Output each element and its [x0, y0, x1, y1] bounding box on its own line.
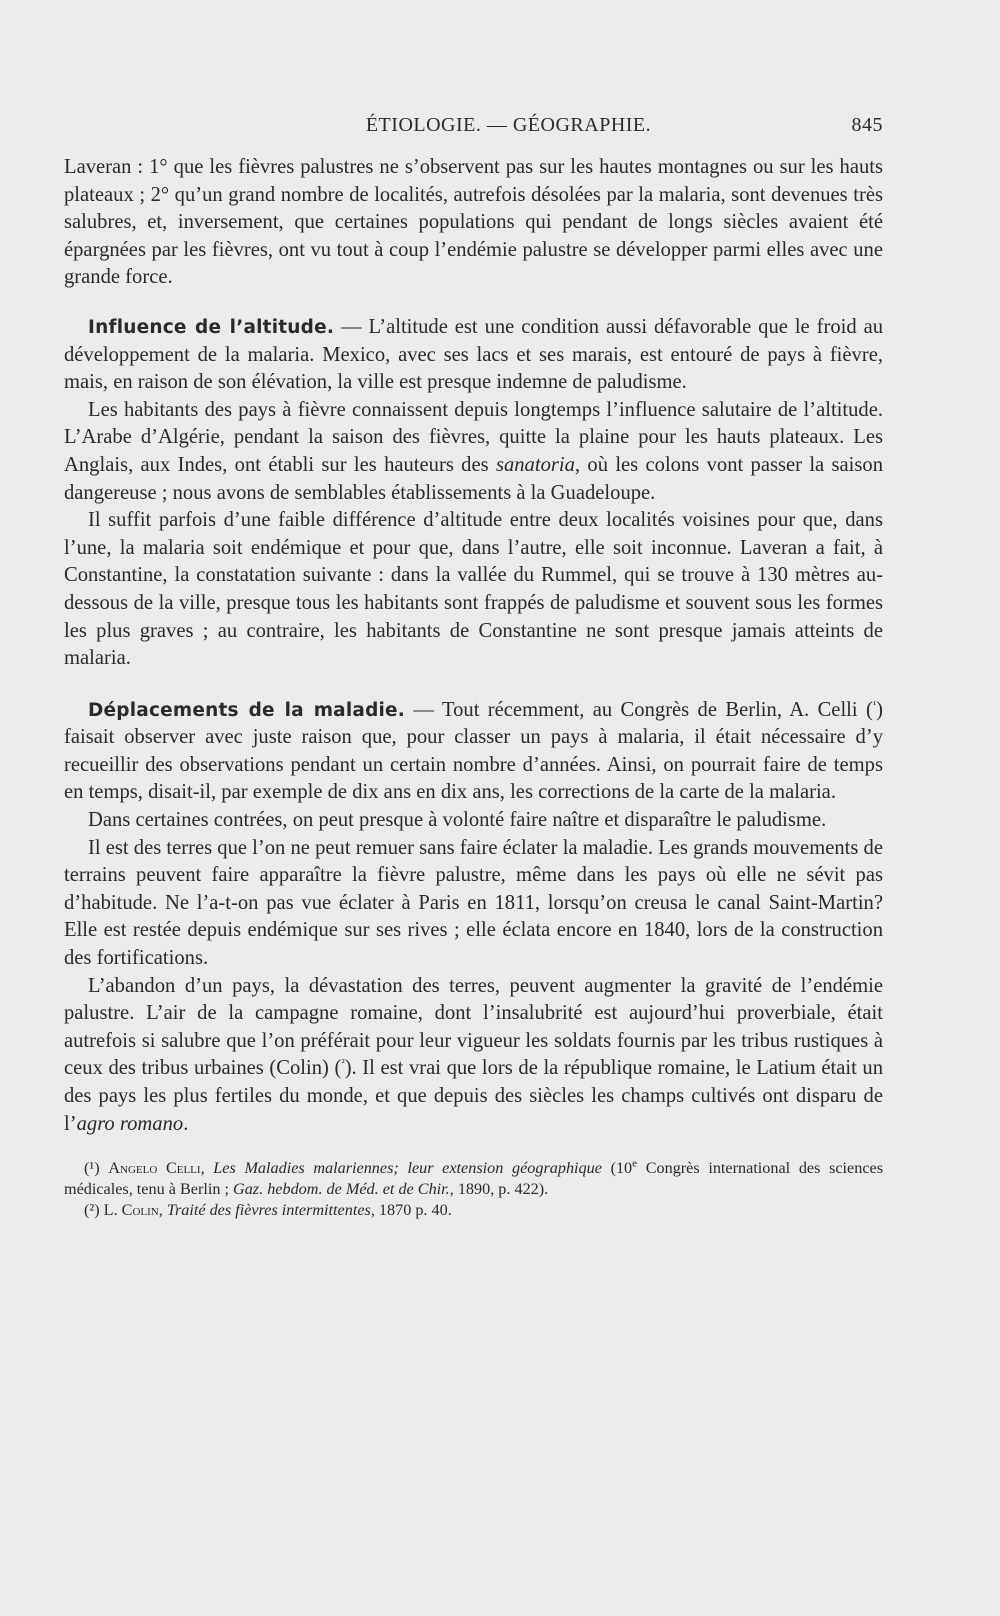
paragraph-terres: Il est des terres que l’on ne peut remuer sans faire éclater la maladie. Les grands mouvements de terrains peuvent faire apparaître la fièvre palustre, même dans les pays où elle ne sévit pas d’habitude. Ne l’a-t-on pas vue éclater à Paris en 1811, lorsqu’on creusa le canal Saint-Martin? Elle est restée depuis endémique sur ses rives ; elle éclata encore en 1840, lors de la construction des fortifications.	[64, 836, 883, 970]
footnote-1-text-c: , 1890, p. 422).	[449, 1180, 549, 1199]
footnotes	[64, 1158, 883, 1221]
footnote-1-text-a: (10	[601, 1159, 633, 1178]
section-heading-deplacements: Déplacements de la maladie.	[88, 699, 406, 721]
paragraph-abandon-text-a: L’abandon d’un pays, la dévastation des terres, peuvent augmenter la gravité de l’endémie palustre. L’air de la campagne romaine, dont l’insalubrité est aujourd’hui proverbiale, était autrefois si salubre que l’on préférait pour leur vigueur les soldats fournis par les tribus rustiques à ceux des tribus urbaines (Colin) (	[64, 974, 883, 1080]
paragraph-contrees: Dans certaines contrées, on peut presque à volonté faire naître et disparaître le paludisme.	[88, 809, 827, 832]
paragraph-abandon	[64, 973, 883, 1139]
paragraph-abandon-italic: agro romano	[76, 1112, 184, 1135]
body-text	[64, 154, 883, 1138]
running-title: ÉTIOLOGIE. — GÉOGRAPHIE.	[365, 114, 652, 136]
footnote-1-author: Angelo Celli	[108, 1159, 201, 1178]
paragraph-deplacements	[64, 697, 883, 807]
footnote-1-ordinal: e	[632, 1157, 638, 1170]
footnote-1-mark: (¹)	[84, 1159, 109, 1178]
footnote-2-mark: (²) L.	[84, 1201, 122, 1220]
footnote-1	[64, 1158, 883, 1200]
footnote-ref-2: ²	[341, 1057, 345, 1070]
paragraph-altitude	[64, 314, 883, 397]
footnote-2-sep: ,	[158, 1201, 167, 1220]
section-heading-altitude: Influence de l’altitude.	[88, 316, 335, 338]
paragraph-abandon-text-b: ). Il est vrai que lors de la république romaine, le Latium était un des pays les plus fertiles du monde, et que depuis des siècles les champs cultivés ont disparu de l’	[64, 1057, 884, 1135]
footnote-2	[64, 1200, 883, 1221]
paragraph-habitants-italic: sanatoria	[495, 453, 575, 476]
paragraph-habitants-text-a: Les habitants des pays à fièvre connaissent depuis longtemps l’influence salutaire de l’altitude. L’Arabe d’Algérie, pendant la saison des fièvres, quitte la plaine pour les hauts plateaux. Les Anglais, aux Indes, ont établi sur les hauteurs des	[64, 398, 883, 476]
footnote-2-text: , 1870 p. 40.	[370, 1201, 452, 1220]
footnote-1-text-b: Congrès international des sciences médicales, tenu à Berlin ;	[64, 1159, 883, 1199]
paragraph-altitude-text: — L’altitude est une condition aussi défavorable que le froid au développement de la malaria. Mexico, avec ses lacs et ses marais, est entouré de pays à fièvre, mais, en raison de son élévation, la ville est presque indemne de paludisme.	[64, 315, 884, 394]
paragraph-difference: Il suffit parfois d’une faible différence d’altitude entre deux localités voisines pour que, dans l’une, la malaria soit endémique et pour que, dans l’autre, elle soit inconnue. Laveran a fait, à Constantine, la constatation suivante : dans la vallée du Rummel, qui se trouve à 130 mètres au-dessous de la ville, presque tous les habitants sont frappés de paludisme et souvent sous les formes les plus graves ; au contraire, les habitants de Constantine ne sont presque jamais atteints de malaria.	[64, 509, 883, 670]
footnote-ref-1: ¹	[872, 698, 877, 711]
paragraph-habitants-text-b: , où les colons vont passer la saison dangereuse ; nous avons de semblables établissements à la Guadeloupe.	[64, 453, 883, 504]
paragraph-continuation: Laveran : 1° que les fièvres palustres ne s’observent pas sur les hautes montagnes ou sur les hauts plateaux ; 2° qu’un grand nombre de localités, autrefois désolées par la malaria, sont devenues très salubres, et, inversement, que certaines populations qui pendant de longs siècles avaient été épargnées par les fièvres, ont vu tout à coup l’endémie palustre se développer parmi elles avec une grande force.	[64, 156, 883, 289]
footnote-1-journal: Gaz. hebdom. de Méd. et de Chir.	[233, 1180, 450, 1199]
paragraph-deplacements-text-b: ) faisait observer avec juste raison que, pour classer un pays à malaria, il était nécessaire d’y recueillir des observations pendant un certain nombre d’années. Ainsi, on pourrait faire de temps en temps, disait-il, par exemple de dix ans en dix ans, les corrections de la carte de la malaria.	[64, 698, 883, 804]
paragraph-habitants	[64, 397, 883, 507]
footnote-1-sep: ,	[200, 1159, 214, 1178]
paragraph-abandon-text-c: .	[183, 1112, 189, 1135]
footnote-2-title: Traité des fièvres intermittentes	[166, 1201, 371, 1220]
running-head	[64, 114, 883, 144]
page-number: 845	[851, 114, 883, 136]
footnote-1-title: Les Maladies malariennes; leur extension géographique	[213, 1159, 602, 1178]
paragraph-deplacements-text-a: — Tout récemment, au Congrès de Berlin, A. Celli (	[405, 698, 873, 721]
footnote-2-author: Colin	[121, 1201, 159, 1220]
